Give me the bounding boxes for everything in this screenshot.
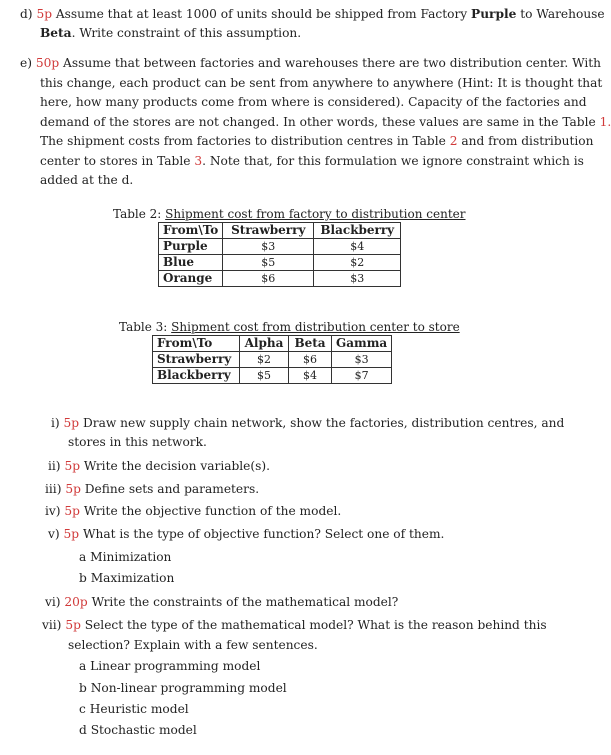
table2-cell: $2 (314, 255, 401, 271)
option-stochastic[interactable] (79, 721, 197, 739)
question-label: v) (48, 527, 60, 541)
table2-row-header: Blue (159, 255, 223, 271)
table2-row-header: Purple (159, 239, 223, 255)
table3-cell: $5 (240, 368, 289, 384)
question-text: Select the type of the mathematical model? What is the reason behind this (84, 618, 547, 632)
table3-caption-text: Shipment cost from distribution center to store (171, 320, 460, 334)
question-v (48, 525, 444, 543)
table3 (152, 335, 392, 384)
part-d-points: 5p (36, 7, 52, 21)
table2-row-header: Orange (159, 271, 223, 287)
table3-cell: $4 (289, 368, 332, 384)
table2-header-cell: Blackberry (314, 223, 401, 239)
option-heuristic[interactable] (79, 700, 189, 718)
question-label: vii) (42, 618, 62, 632)
option-minimization[interactable] (79, 548, 171, 566)
part-d-text-a: Assume that at least 1000 of units should be shipped from Factory (55, 7, 468, 21)
table3-ref-link[interactable]: 3 (194, 154, 203, 168)
option-nonlinear[interactable] (79, 679, 287, 697)
table3-header-cell: Alpha (240, 336, 289, 352)
table2-header-cell: Strawberry (223, 223, 314, 239)
table2-cell: $6 (223, 271, 314, 287)
part-e-text-1: Assume that between factories and warehouses there are two distribution center. With (63, 56, 602, 70)
table2-cell: $4 (314, 239, 401, 255)
question-label: i) (51, 416, 60, 430)
part-e-text-3: here, how many products come from where is considered). Capacity of the factories and (40, 95, 587, 109)
question-label: iv) (45, 504, 61, 518)
table-row (153, 352, 392, 368)
table2-header-cell: From\To (159, 223, 223, 239)
table2-caption-prefix: Table 2: (113, 207, 162, 221)
table3-row-header: Blackberry (153, 368, 240, 384)
question-points: 5p (64, 459, 80, 473)
table2-cell: $5 (223, 255, 314, 271)
question-label: vi) (45, 595, 61, 609)
part-d-line1 (20, 5, 605, 23)
part-d-label: d) (20, 7, 33, 21)
question-vii (42, 616, 547, 634)
question-i (51, 414, 564, 432)
table2-caption (113, 207, 466, 221)
table2-ref-link[interactable]: 2 (449, 134, 458, 148)
question-points: 5p (65, 482, 81, 496)
question-text: Write the constraints of the mathematical model? (91, 595, 399, 609)
table3-row-header: Strawberry (153, 352, 240, 368)
option-text: Maximization (90, 571, 175, 585)
option-text: Heuristic model (89, 702, 189, 716)
part-e-line5 (40, 132, 593, 150)
table3-cell: $6 (289, 352, 332, 368)
question-text: Write the decision variable(s). (83, 459, 271, 473)
question-text: Write the objective function of the model. (83, 504, 342, 518)
part-e-text-6b: . Note that, for this formulation we ignore constraint which is (202, 154, 584, 168)
question-iii (45, 480, 259, 498)
option-letter: b (79, 571, 87, 585)
table1-ref-link[interactable]: 1. (599, 115, 611, 129)
option-linear[interactable] (79, 657, 260, 675)
question-points: 5p (63, 527, 80, 541)
option-letter: d (79, 723, 87, 737)
question-i-cont: stores in this network. (68, 435, 207, 449)
question-label: iii) (45, 482, 62, 496)
table3-header-row (153, 336, 392, 352)
table-row (153, 368, 392, 384)
option-letter: a (79, 659, 87, 673)
part-e-text-5b: and from distribution (461, 134, 594, 148)
factory-purple: Purple (471, 7, 517, 21)
table2-header-row (159, 223, 401, 239)
option-text: Non-linear programming model (90, 681, 287, 695)
option-text: Stochastic model (90, 723, 197, 737)
table3-caption-prefix: Table 3: (119, 320, 168, 334)
table-row (159, 271, 401, 287)
table2-caption-text: Shipment cost from factory to distribution center (165, 207, 466, 221)
part-e-line1 (20, 54, 601, 72)
table-row (159, 255, 401, 271)
part-e-text-4: demand of the stores are not changed. In other words, these values are same in the Table (40, 115, 596, 129)
question-vi (45, 593, 398, 611)
part-e-text-7: added at the d. (40, 173, 134, 187)
part-e-text-6a: center to stores in Table (40, 154, 191, 168)
table-row (159, 239, 401, 255)
question-points: 5p (63, 416, 80, 430)
option-text: Minimization (90, 550, 172, 564)
part-d-text-b: to Warehouse (520, 7, 605, 21)
question-text: What is the type of objective function? Select one of them. (82, 527, 445, 541)
warehouse-beta: Beta (40, 26, 72, 40)
part-e-text-5a: The shipment costs from factories to distribution centres in Table (40, 134, 446, 148)
table2-cell: $3 (223, 239, 314, 255)
question-label: ii) (48, 459, 61, 473)
table3-cell: $2 (240, 352, 289, 368)
question-points: 5p (64, 504, 80, 518)
question-points: 5p (65, 618, 81, 632)
option-text: Linear programming model (90, 659, 261, 673)
question-iv (45, 502, 341, 520)
part-e-line6 (40, 152, 584, 170)
table3-header-cell: From\To (153, 336, 240, 352)
table3-header-cell: Beta (289, 336, 332, 352)
question-vii-cont: selection? Explain with a few sentences. (68, 638, 318, 652)
option-letter: c (79, 702, 86, 716)
part-e-line4 (40, 113, 611, 131)
part-d-text-c: . Write constraint of this assumption. (71, 26, 302, 40)
part-e-label: e) (20, 56, 32, 70)
table3-caption (119, 320, 460, 334)
part-e-text-2: this change, each product can be sent from anywhere to anywhere (Hint: It is thought that (40, 76, 603, 90)
table3-header-cell: Gamma (332, 336, 392, 352)
question-text: Draw new supply chain network, show the factories, distribution centres, and (82, 416, 565, 430)
table3-cell: $3 (332, 352, 392, 368)
question-ii (48, 457, 270, 475)
question-points: 20p (64, 595, 88, 609)
question-text: Define sets and parameters. (84, 482, 260, 496)
table3-cell: $7 (332, 368, 392, 384)
option-letter: a (79, 550, 87, 564)
table2 (158, 222, 401, 287)
table2-cell: $3 (314, 271, 401, 287)
part-d-line2 (40, 24, 301, 42)
option-maximization[interactable] (79, 569, 174, 587)
part-e-points: 50p (35, 56, 60, 70)
option-letter: b (79, 681, 87, 695)
